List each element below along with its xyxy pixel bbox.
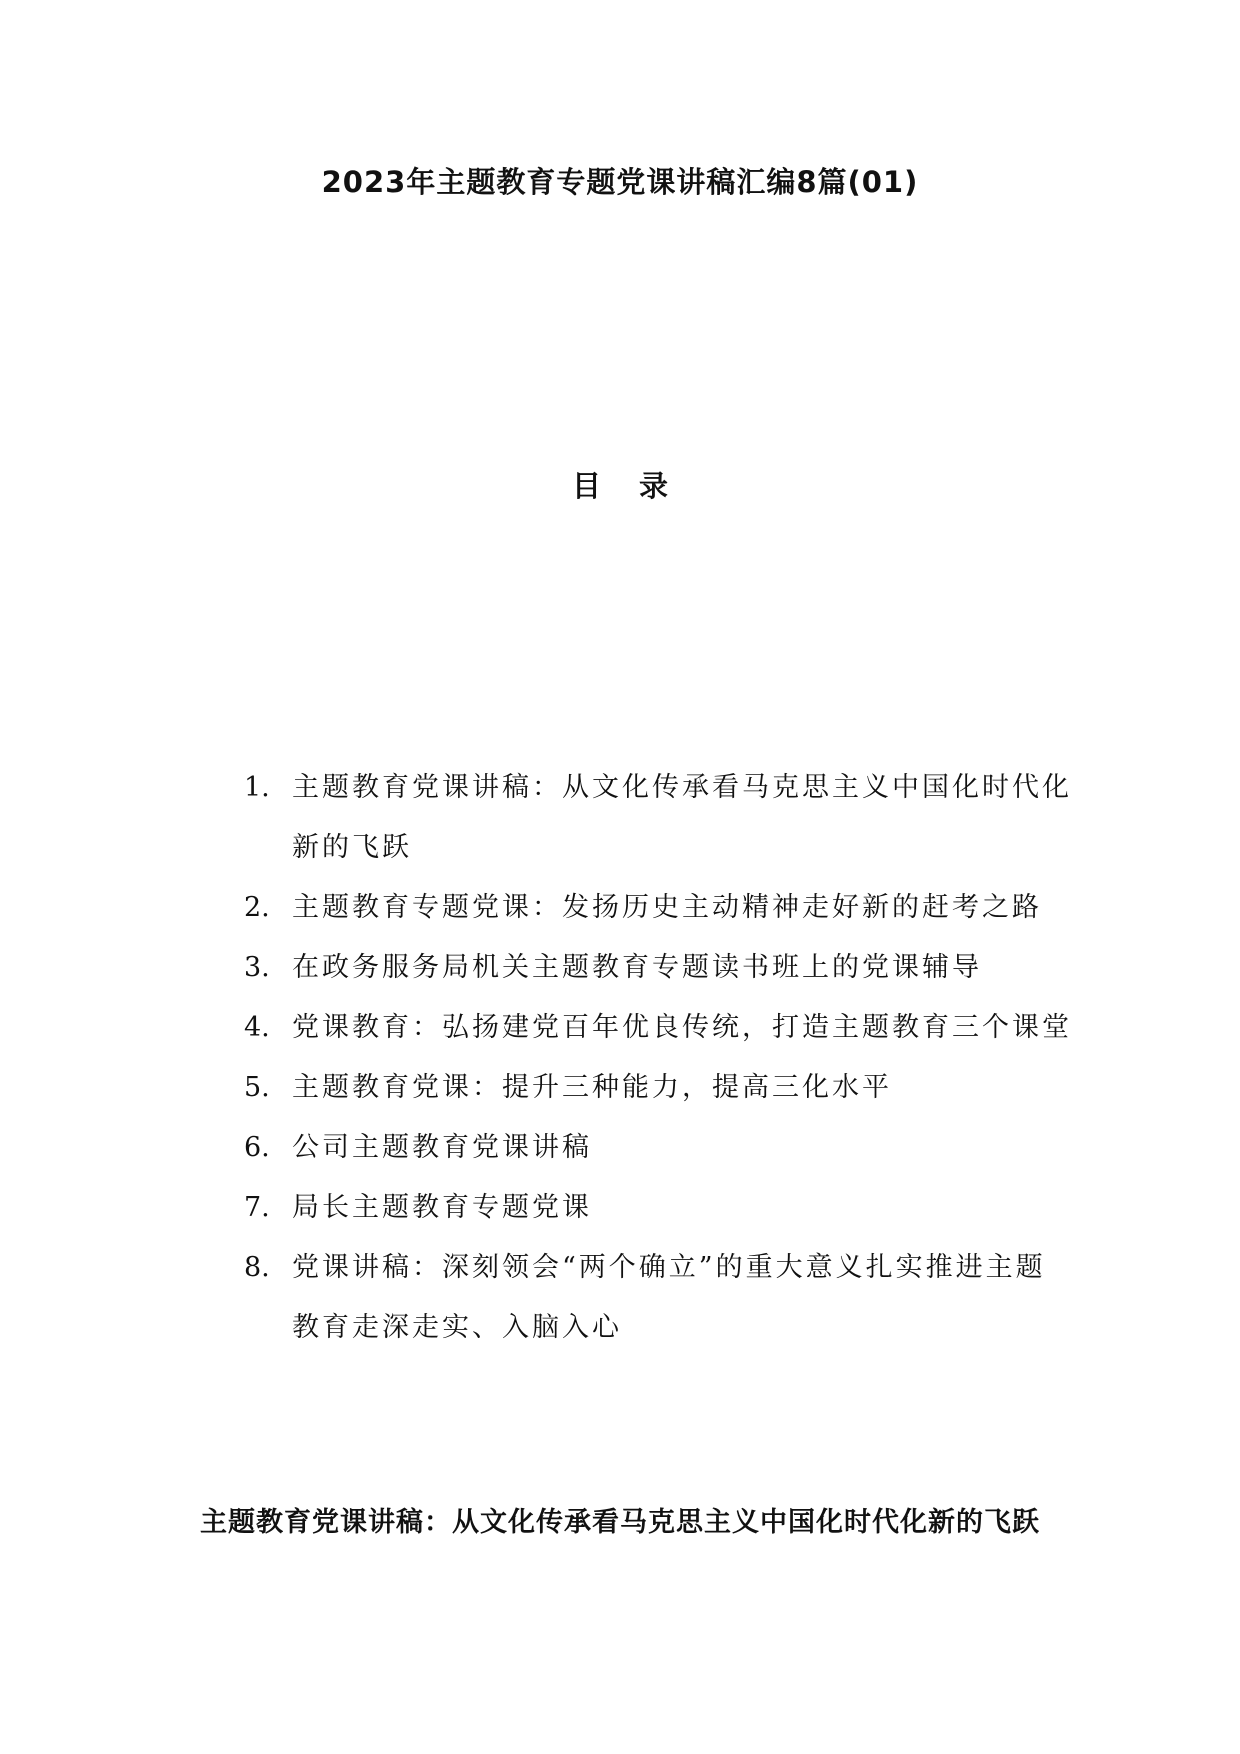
toc-item: [244, 758, 1074, 878]
toc-item-number: 3.: [244, 952, 270, 983]
section-title: 主题教育党课讲稿：从文化传承看马克思主义中国化时代化新的飞跃: [200, 1507, 1040, 1538]
toc-item-number: 5.: [244, 1072, 270, 1103]
toc-item-number: 1.: [244, 772, 270, 803]
toc-item: [244, 1118, 1074, 1178]
toc-item-number: 8.: [244, 1252, 270, 1283]
toc-item: [244, 1238, 1074, 1358]
toc-item-number: 7.: [244, 1192, 270, 1223]
toc-item: [244, 1058, 1074, 1118]
toc-item-text: 党课讲稿：深刻领会“两个确立”的重大意义扎实推进主题教育走深走实、入脑入心: [292, 1252, 1046, 1343]
toc-item-number: 4.: [244, 1012, 270, 1043]
toc-item-text: 公司主题教育党课讲稿: [292, 1132, 592, 1163]
toc-item: [244, 878, 1074, 938]
toc-heading: 目录: [571, 469, 706, 503]
toc-item-text: 局长主题教育专题党课: [292, 1192, 592, 1223]
toc-item: [244, 938, 1074, 998]
toc-item-number: 2.: [244, 892, 270, 923]
toc-item: [244, 1178, 1074, 1238]
toc-item-text: 党课教育：弘扬建党百年优良传统，打造主题教育三个课堂: [292, 1012, 1072, 1043]
document-title: 2023年主题教育专题党课讲稿汇编8篇(01): [321, 165, 919, 199]
toc-item-text: 在政务服务局机关主题教育专题读书班上的党课辅导: [292, 952, 982, 983]
toc-item-text: 主题教育党课：提升三种能力，提高三化水平: [292, 1072, 892, 1103]
toc-item-number: 6.: [244, 1132, 270, 1163]
table-of-contents: [244, 758, 1074, 1358]
toc-item-text: 主题教育专题党课：发扬历史主动精神走好新的赶考之路: [292, 892, 1042, 923]
toc-item-text: 主题教育党课讲稿：从文化传承看马克思主义中国化时代化新的飞跃: [292, 772, 1072, 863]
toc-item: [244, 998, 1074, 1058]
